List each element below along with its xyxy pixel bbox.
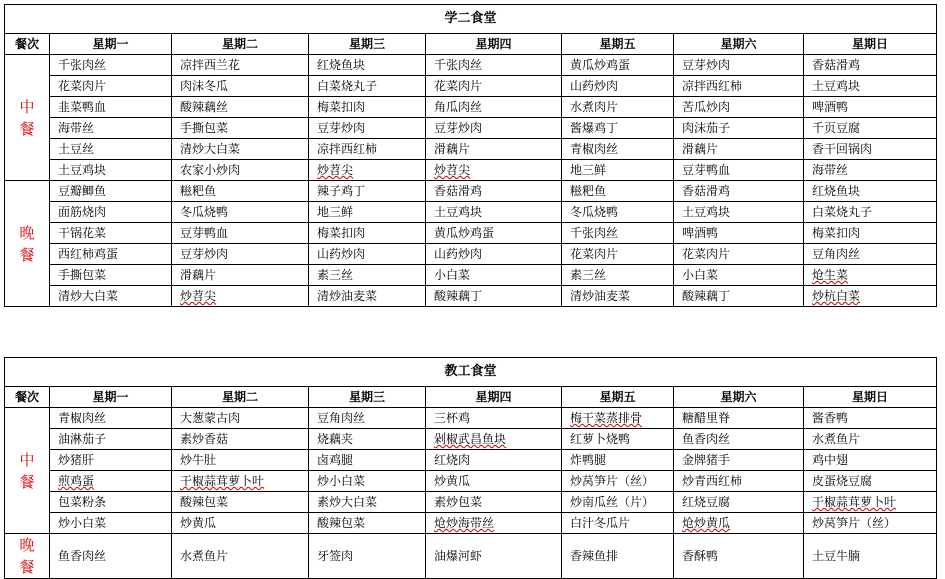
- dish-cell: 面筋烧肉: [50, 202, 172, 223]
- dish-cell: 清炒大白菜: [172, 139, 309, 160]
- table-row: [5, 492, 937, 513]
- dish-cell: 炝炒海带丝: [426, 513, 562, 534]
- dish-cell: 啤酒鸭: [804, 97, 937, 118]
- dish-cell: 酸辣藕丁: [426, 286, 562, 307]
- dish-cell: 小白菜: [426, 265, 562, 286]
- dish-cell: 白菜烧丸子: [804, 202, 937, 223]
- canteen-table-jiaogong: [4, 357, 937, 579]
- dish-cell: 海带丝: [804, 160, 937, 181]
- dish-cell: 酸辣藕丝: [172, 97, 309, 118]
- meal-header: 餐次: [5, 387, 50, 408]
- dish-cell: 滑藕片: [172, 265, 309, 286]
- dish-cell: 白菜烧丸子: [309, 76, 426, 97]
- day-header: 星期一: [50, 387, 172, 408]
- day-header: 星期五: [562, 387, 674, 408]
- dish-cell: 肉沫冬瓜: [172, 76, 309, 97]
- table-row: [5, 286, 937, 307]
- dish-cell: 香辣鱼排: [562, 534, 674, 579]
- dish-cell: 豆芽炒肉: [309, 118, 426, 139]
- table-row: [5, 513, 937, 534]
- dish-cell: 红烧豆腐: [674, 492, 804, 513]
- meal-label: 中 餐: [5, 55, 50, 181]
- dish-cell: 土豆鸡块: [426, 202, 562, 223]
- day-header: 星期一: [50, 34, 172, 55]
- dish-cell: 梅干菜蒸排骨: [562, 408, 674, 429]
- dish-cell: 辣子鸡丁: [309, 181, 426, 202]
- dish-cell: 卤鸡腿: [309, 450, 426, 471]
- dish-cell: 干椒蒜茸萝卜叶: [172, 471, 309, 492]
- dish-cell: 糍粑鱼: [562, 181, 674, 202]
- dish-cell: 水煮鱼片: [804, 429, 937, 450]
- dish-cell: 炒猪肝: [50, 450, 172, 471]
- dish-cell: 手撕包菜: [172, 118, 309, 139]
- dish-cell: 炒黄瓜: [426, 471, 562, 492]
- day-header: 星期二: [172, 387, 309, 408]
- dish-cell: 糍粑鱼: [172, 181, 309, 202]
- dish-cell: 千张肉丝: [50, 55, 172, 76]
- day-header: 星期四: [426, 387, 562, 408]
- dish-cell: 冬瓜烧鸭: [562, 202, 674, 223]
- dish-cell: 炒苕尖: [172, 286, 309, 307]
- meal-label: 晚 餐: [5, 181, 50, 307]
- dish-cell: 香菇滑鸡: [674, 181, 804, 202]
- meal-label: 中 餐: [5, 408, 50, 534]
- dish-cell: 啤酒鸭: [674, 223, 804, 244]
- dish-cell: 豆芽鸭血: [674, 160, 804, 181]
- dish-cell: 红烧鱼块: [309, 55, 426, 76]
- table-row: [5, 223, 937, 244]
- header-row: [5, 387, 937, 408]
- day-header: 星期三: [309, 387, 426, 408]
- table-row: [5, 118, 937, 139]
- dish-cell: 水煮鱼片: [172, 534, 309, 579]
- table-row: [5, 55, 937, 76]
- dish-cell: 金牌猪手: [674, 450, 804, 471]
- day-header: 星期三: [309, 34, 426, 55]
- dish-cell: 炒莴笋片（丝）: [804, 513, 937, 534]
- dish-cell: 酸辣藕丁: [674, 286, 804, 307]
- dish-cell: 凉拌西红柿: [674, 76, 804, 97]
- table-row: [5, 534, 937, 579]
- dish-cell: 炒小白菜: [50, 513, 172, 534]
- dish-cell: 清炒大白菜: [50, 286, 172, 307]
- dish-cell: 酸辣包菜: [172, 492, 309, 513]
- dish-cell: 炒小白菜: [309, 471, 426, 492]
- dish-cell: 牙签肉: [309, 534, 426, 579]
- table-row: [5, 181, 937, 202]
- dish-cell: 清炒油麦菜: [309, 286, 426, 307]
- dish-cell: 酱香鸭: [804, 408, 937, 429]
- dish-cell: 花菜肉片: [562, 244, 674, 265]
- dish-cell: 干椒蒜茸萝卜叶: [804, 492, 937, 513]
- dish-cell: 清炒油麦菜: [562, 286, 674, 307]
- dish-cell: 地三鲜: [562, 160, 674, 181]
- dish-cell: 花菜肉片: [426, 76, 562, 97]
- dish-cell: 花菜肉片: [674, 244, 804, 265]
- dish-cell: 豆芽鸭血: [172, 223, 309, 244]
- meal-label: 晚 餐: [5, 534, 50, 579]
- dish-cell: 山药炒肉: [426, 244, 562, 265]
- table-row: [5, 160, 937, 181]
- dish-cell: 角瓜肉丝: [426, 97, 562, 118]
- dish-cell: 地三鲜: [309, 202, 426, 223]
- dish-cell: 滑藕片: [426, 139, 562, 160]
- dish-cell: 手撕包菜: [50, 265, 172, 286]
- dish-cell: 豆芽炒肉: [172, 244, 309, 265]
- dish-cell: 农家小炒肉: [172, 160, 309, 181]
- dish-cell: 酸辣包菜: [309, 513, 426, 534]
- dish-cell: 梅菜扣肉: [309, 223, 426, 244]
- dish-cell: 青椒肉丝: [50, 408, 172, 429]
- dish-cell: 红烧肉: [426, 450, 562, 471]
- dish-cell: 香菇滑鸡: [804, 55, 937, 76]
- dish-cell: 西红柿鸡蛋: [50, 244, 172, 265]
- dish-cell: 包菜粉条: [50, 492, 172, 513]
- dish-cell: 烧藕夹: [309, 429, 426, 450]
- dish-cell: 土豆牛腩: [804, 534, 937, 579]
- dish-cell: 千张肉丝: [426, 55, 562, 76]
- dish-cell: 豆瓣鲫鱼: [50, 181, 172, 202]
- dish-cell: 红烧鱼块: [804, 181, 937, 202]
- dish-cell: 素炒包菜: [426, 492, 562, 513]
- dish-cell: 土豆鸡块: [804, 76, 937, 97]
- dish-cell: 香酥鸭: [674, 534, 804, 579]
- dish-cell: 素三丝: [309, 265, 426, 286]
- dish-cell: 大葱蒙古肉: [172, 408, 309, 429]
- dish-cell: 炒莴笋片（丝）: [562, 471, 674, 492]
- dish-cell: 炸鸭腿: [562, 450, 674, 471]
- dish-cell: 炒苕尖: [309, 160, 426, 181]
- dish-cell: 凉拌西红柿: [309, 139, 426, 160]
- dish-cell: 白汁冬瓜片: [562, 513, 674, 534]
- dish-cell: 煎鸡蛋: [50, 471, 172, 492]
- canteen-title: 学二食堂: [5, 5, 937, 34]
- dish-cell: 花菜肉片: [50, 76, 172, 97]
- dish-cell: 青椒肉丝: [562, 139, 674, 160]
- day-header: 星期日: [804, 387, 937, 408]
- canteen-table-xueer: [4, 4, 937, 307]
- dish-cell: 土豆鸡块: [50, 160, 172, 181]
- dish-cell: 黄瓜炒鸡蛋: [426, 223, 562, 244]
- dish-cell: 油淋茄子: [50, 429, 172, 450]
- dish-cell: 豆角肉丝: [309, 408, 426, 429]
- dish-cell: 鱼香肉丝: [674, 429, 804, 450]
- dish-cell: 苦瓜炒肉: [674, 97, 804, 118]
- dish-cell: 炒南瓜丝（片）: [562, 492, 674, 513]
- table-row: [5, 471, 937, 492]
- dish-cell: 梅菜扣肉: [309, 97, 426, 118]
- dish-cell: 炝生菜: [804, 265, 937, 286]
- dish-cell: 素炒大白菜: [309, 492, 426, 513]
- dish-cell: 千页豆腐: [804, 118, 937, 139]
- dish-cell: 山药炒肉: [309, 244, 426, 265]
- dish-cell: 香干回锅肉: [804, 139, 937, 160]
- dish-cell: 水煮肉片: [562, 97, 674, 118]
- dish-cell: 香菇滑鸡: [426, 181, 562, 202]
- table-row: [5, 139, 937, 160]
- dish-cell: 红萝卜烧鸭: [562, 429, 674, 450]
- dish-cell: 鱼香肉丝: [50, 534, 172, 579]
- table-row: [5, 76, 937, 97]
- dish-cell: 鸡中翅: [804, 450, 937, 471]
- dish-cell: 素炒香菇: [172, 429, 309, 450]
- dish-cell: 酱爆鸡丁: [562, 118, 674, 139]
- day-header: 星期六: [674, 34, 804, 55]
- dish-cell: 素三丝: [562, 265, 674, 286]
- day-header: 星期四: [426, 34, 562, 55]
- dish-cell: 韭菜鸭血: [50, 97, 172, 118]
- table-row: [5, 97, 937, 118]
- dish-cell: 肉沫茄子: [674, 118, 804, 139]
- dish-cell: 炝炒黄瓜: [674, 513, 804, 534]
- header-row: [5, 34, 937, 55]
- dish-cell: 炒黄瓜: [172, 513, 309, 534]
- dish-cell: 千张肉丝: [562, 223, 674, 244]
- dish-cell: 豆芽炒肉: [426, 118, 562, 139]
- dish-cell: 豆角肉丝: [804, 244, 937, 265]
- table-row: [5, 429, 937, 450]
- dish-cell: 黄瓜炒鸡蛋: [562, 55, 674, 76]
- dish-cell: 山药炒肉: [562, 76, 674, 97]
- dish-cell: 皮蛋烧豆腐: [804, 471, 937, 492]
- dish-cell: 海带丝: [50, 118, 172, 139]
- dish-cell: 炒青西红柿: [674, 471, 804, 492]
- dish-cell: 干锅花菜: [50, 223, 172, 244]
- table-row: [5, 450, 937, 471]
- dish-cell: 小白菜: [674, 265, 804, 286]
- dish-cell: 滑藕片: [674, 139, 804, 160]
- dish-cell: 梅菜扣肉: [804, 223, 937, 244]
- table-row: [5, 202, 937, 223]
- dish-cell: 凉拌西兰花: [172, 55, 309, 76]
- dish-cell: 土豆鸡块: [674, 202, 804, 223]
- dish-cell: 油爆河虾: [426, 534, 562, 579]
- dish-cell: 土豆丝: [50, 139, 172, 160]
- dish-cell: 炒牛肚: [172, 450, 309, 471]
- dish-cell: 三杯鸡: [426, 408, 562, 429]
- table-row: [5, 408, 937, 429]
- table-row: [5, 265, 937, 286]
- dish-cell: 炒苕尖: [426, 160, 562, 181]
- dish-cell: 豆芽炒肉: [674, 55, 804, 76]
- canteen-title: 教工食堂: [5, 358, 937, 387]
- dish-cell: 冬瓜烧鸭: [172, 202, 309, 223]
- dish-cell: 剁椒武昌鱼块: [426, 429, 562, 450]
- day-header: 星期二: [172, 34, 309, 55]
- day-header: 星期六: [674, 387, 804, 408]
- dish-cell: 糖醋里脊: [674, 408, 804, 429]
- table-row: [5, 244, 937, 265]
- meal-header: 餐次: [5, 34, 50, 55]
- dish-cell: 炒杭白菜: [804, 286, 937, 307]
- day-header: 星期五: [562, 34, 674, 55]
- day-header: 星期日: [804, 34, 937, 55]
